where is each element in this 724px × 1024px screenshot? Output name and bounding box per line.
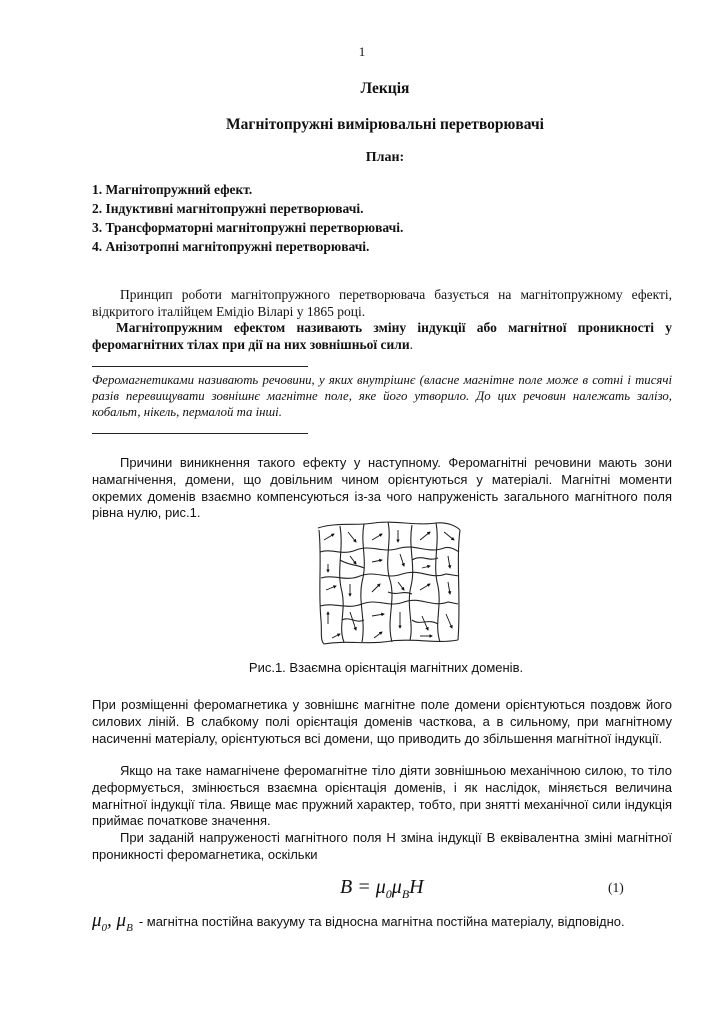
mu-explanation bbox=[92, 910, 692, 934]
figure-caption: Рис.1. Взаємна орієнтація магнітних доменів. bbox=[248, 660, 524, 675]
field-paragraph: При розміщенні феромагнетика у зовнішнє магнітне поле домени орієнтуються поздовж його силових ліній. В слабкому полі орієнтація доменів часткова, а в сильному, при магнітному насиченні матеріалу, орієнтуються всі домени, що приводить до збільшення магнітної індукції. bbox=[92, 697, 672, 746]
intro-text: Принцип роботи магнітопружного перетворювача базується на магнітопружному ефекті, відкритого італійцем Емідіо Віларі у 1865 році. bbox=[92, 287, 672, 319]
plan-item: 4. Анізотропні магнітопружні перетворювачі. bbox=[92, 239, 370, 254]
plan-item: 3. Трансформаторні магнітопружні перетворювачі. bbox=[92, 220, 404, 235]
definition-paragraph: Магнітопружним ефектом називають зміну індукції або магнітної проникності у феромагнітних тілах при дії на них зовнішньої сили. bbox=[92, 320, 672, 352]
plan-item: 2. Індуктивні магнітопружні перетворювачі. bbox=[92, 201, 364, 216]
intro-paragraph bbox=[92, 287, 672, 320]
equation-number: (1) bbox=[608, 880, 624, 895]
plan-item: 1. Магнітопружний ефект. bbox=[92, 182, 253, 197]
domains-text: Причини виникнення такого ефекту у наступному. Феромагнітні речовини мають зони намагнічення, домени, що довільним чином орієнтуються у матеріалі. Магнітні моменти окремих доменів взаємно компенсуються із-за чого напруженість загального магнітного поля рівна нулю, рис.1. bbox=[92, 455, 672, 521]
mu-symbols: $\mu_0$, $\mu_B$ bbox=[92, 910, 133, 934]
formula-1: $B = \mu_0\mu_BH$ bbox=[340, 876, 424, 901]
magnetic-domains-figure bbox=[316, 520, 462, 646]
page-number: 1 bbox=[358, 44, 366, 59]
footnote: Феромагнетиками називають речовини, у яких внутрішнє (власне магнітне поле може в сотні і тисячі разів перевищувати зовнішнє магнітне поле, яке його утворило. До цих речовин належать залізо, кобальт, нікель, пермалой та інші. bbox=[92, 373, 672, 419]
force-paragraph bbox=[92, 763, 672, 830]
page-title: Магнітопружні вимірювальні перетворювачі bbox=[226, 116, 544, 133]
given-paragraph bbox=[92, 830, 672, 864]
footnote-rule-top bbox=[92, 366, 308, 367]
given-text: При заданій напруженості магнітного поля H зміна індукції B еквівалентна зміні магнітної проникності феромагнетика, оскільки bbox=[92, 830, 672, 862]
lecture-heading: Лекція bbox=[360, 80, 410, 97]
mu-explanation-text: - магнітна постійна вакууму та відносна магнітна постійна матеріалу, відповідно. bbox=[138, 914, 625, 929]
magnetic-domains-illustration bbox=[316, 520, 462, 646]
footnote-rule-bottom bbox=[92, 433, 308, 434]
force-text: Якщо на таке намагнічене феромагнітне тіло діяти зовнішньою механічною силою, то тіло деформується, змінюється взаємна орієнтація доменів, і як наслідок, міняється величина магнітної індукції тіла. Явище має пружний характер, тобто, при знятті механічної сили індукція приймає початкове значення. bbox=[92, 763, 672, 829]
plan-heading: План: bbox=[365, 150, 405, 165]
definition-text: Магнітопружним ефектом називають зміну індукції або магнітної проникності у феромагнітних тілах при дії на них зовнішньої сили bbox=[92, 320, 672, 352]
domains-paragraph bbox=[92, 455, 672, 522]
